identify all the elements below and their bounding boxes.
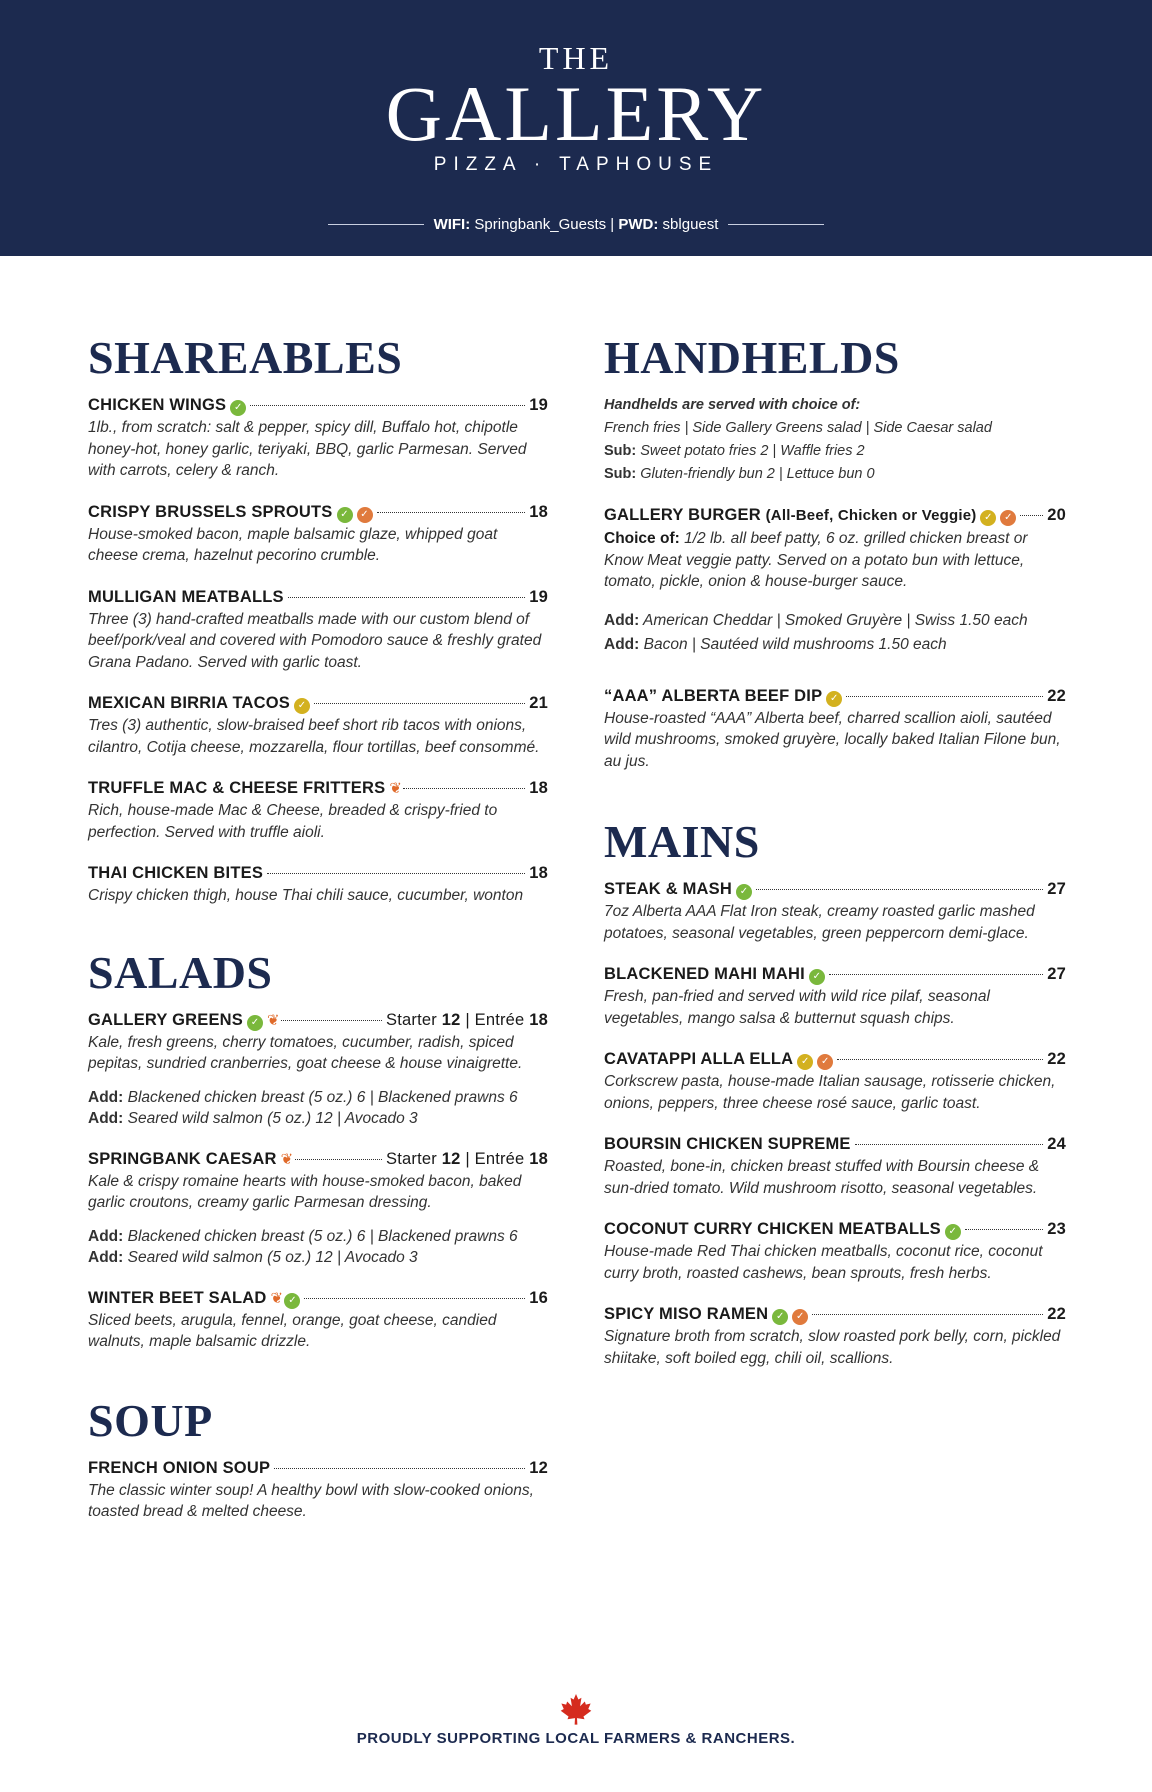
item-price: 24 (1047, 1135, 1066, 1153)
handhelds-intro: Handhelds are served with choice of: French fries | Side Gallery Greens salad | Side Caesar salad Sub: Sweet potato fries 2 | Waffle fries 2 Sub: Gluten-friendly bun 2 | Lettuce bun 0 (604, 397, 992, 482)
item-description: Fresh, pan-fried and served with wild rice pilaf, seasonal vegetables, mango salsa & butternut squash chips. (604, 988, 990, 1027)
menu-item (88, 1009, 548, 1129)
dairy-icon: ✓ (792, 1309, 808, 1325)
item-description: 7oz Alberta AAA Flat Iron steak, creamy roasted garlic mashed potatoes, seasonal vegetables, green peppercorn demi-glace. (604, 903, 1035, 942)
item-name: CRISPY BRUSSELS SPROUTS (88, 502, 333, 521)
menu-item (88, 394, 548, 482)
pwd-value: sblguest (662, 216, 719, 233)
left-column (88, 330, 548, 1542)
menu-item (604, 685, 1066, 773)
menu-item (88, 692, 548, 758)
header-banner (0, 0, 1152, 256)
section-title-salads: SALADS (88, 946, 273, 998)
item-description: Roasted, bone-in, chicken breast stuffed with Boursin cheese & sun-dried tomato. Wild mushroom risotto, seasonal vegetables. (604, 1158, 1040, 1197)
item-addons: Add: Blackened chicken breast (5 oz.) 6 | Blackened prawns 6 Add: Seared wild salmon (5 oz.) 12 | Avocado 3 (88, 1227, 518, 1266)
item-description: The classic winter soup! A healthy bowl with slow-cooked onions, toasted bread & melted cheese. (88, 1481, 534, 1520)
item-price: 20 (1047, 506, 1066, 524)
item-description: Kale & crispy romaine hearts with house-smoked bacon, baked garlic croutons, creamy garlic Parmesan dressing. (88, 1172, 522, 1211)
menu-item (604, 963, 1066, 1029)
vegetarian-icon: ❦ (389, 780, 403, 797)
right-column (604, 330, 1066, 1388)
leader-dots (288, 597, 525, 598)
gluten-free-icon: ✓ (809, 969, 825, 985)
logo-subtitle: PIZZA · TAPHOUSE (433, 154, 719, 175)
gluten-free-icon: ✓ (337, 507, 353, 523)
menu-item (88, 777, 548, 843)
vegetarian-icon: ❦ (280, 1150, 294, 1168)
item-price: 22 (1047, 1050, 1066, 1068)
wifi-label: WIFI: (433, 216, 471, 233)
item-description: Corkscrew pasta, house-made Italian sausage, rotisserie chicken, onions, peppers, three cheese rosé sauce, garlic toast. (604, 1073, 1056, 1112)
item-price: 19 (529, 587, 548, 606)
item-description: House-made Red Thai chicken meatballs, coconut rice, coconut curry broth, roasted cashews, bean sprouts, fresh herbs. (604, 1243, 1043, 1282)
menu-item (604, 504, 1066, 657)
leader-dots (304, 1298, 525, 1299)
leader-dots (250, 405, 525, 406)
leader-dots (756, 889, 1043, 890)
gluten-free-icon: ✓ (247, 1015, 263, 1031)
divider (328, 224, 424, 225)
item-name: FRENCH ONION SOUP (88, 1458, 271, 1477)
gluten-free-icon: ✓ (284, 1293, 300, 1309)
item-name: STEAK & MASH (604, 880, 732, 898)
menu-item (88, 586, 548, 674)
menu-item (604, 878, 1066, 944)
leader-dots (1020, 515, 1043, 516)
vegetarian-icon: ❦ (267, 1011, 280, 1029)
item-addons: Add: American Cheddar | Smoked Gruyère | Swiss 1.50 each Add: Bacon | Sautéed wild mushrooms 1.50 each (604, 611, 1028, 653)
gluten-free-icon: ✓ (230, 400, 246, 416)
item-price: 16 (529, 1288, 548, 1307)
leader-dots (274, 1468, 525, 1469)
menu-item (88, 1457, 548, 1523)
item-price: 22 (1047, 686, 1066, 705)
leader-dots (837, 1059, 1043, 1060)
item-price: 23 (1047, 1220, 1066, 1238)
section-title-mains: MAINS (604, 816, 760, 867)
gluten-free-icon: ✓ (736, 884, 752, 900)
nut-free-icon: ✓ (797, 1054, 813, 1070)
vegetarian-icon: ❦ (270, 1289, 284, 1307)
item-price: 27 (1047, 880, 1066, 898)
item-name: COCONUT CURRY CHICKEN MEATBALLS (604, 1220, 941, 1238)
leader-dots (829, 974, 1043, 975)
item-price: Starter 12 | Entrée 18 (386, 1149, 548, 1168)
item-price: 18 (529, 502, 548, 521)
item-price: 18 (529, 864, 548, 882)
leader-dots (377, 512, 526, 513)
dairy-icon: ✓ (357, 507, 373, 523)
item-name: CAVATAPPI ALLA ELLA (604, 1050, 794, 1068)
nut-free-icon: ✓ (980, 510, 996, 526)
item-price: 19 (529, 396, 548, 414)
nut-free-icon: ✓ (294, 698, 310, 714)
wifi-name: Springbank_Guests (474, 216, 607, 233)
menu-item (88, 1148, 548, 1268)
item-description: Rich, house-made Mac & Cheese, breaded & crispy-fried to perfection. Served with truffle aioli. (88, 802, 498, 841)
menu-item (604, 1133, 1066, 1199)
menu-item (88, 862, 548, 907)
leader-dots (855, 1144, 1044, 1145)
menu-item (88, 501, 548, 567)
item-name: SPICY MISO RAMEN (604, 1305, 769, 1323)
item-description: Sliced beets, arugula, fennel, orange, goat cheese, candied walnuts, maple balsamic drizzle. (88, 1311, 497, 1350)
item-name: BOURSIN CHICKEN SUPREME (604, 1135, 851, 1153)
leader-dots (295, 1159, 382, 1160)
leader-dots (846, 696, 1043, 697)
item-description: House-smoked bacon, maple balsamic glaze, whipped goat cheese crema, hazelnut pecorino crumble. (88, 525, 498, 564)
footer-tagline: PROUDLY SUPPORTING LOCAL FARMERS & RANCHERS. (356, 1730, 796, 1747)
item-name: CHICKEN WINGS (88, 396, 227, 414)
item-price: Starter 12 | Entrée 18 (386, 1010, 548, 1029)
item-price: 27 (1047, 965, 1066, 983)
nut-free-icon: ✓ (826, 691, 842, 707)
menu-item (88, 1287, 548, 1353)
item-price: 18 (529, 779, 548, 797)
item-price: 22 (1047, 1305, 1066, 1323)
item-name: BLACKENED MAHI MAHI (604, 965, 805, 983)
item-name: GALLERY GREENS (88, 1010, 243, 1029)
dairy-icon: ✓ (817, 1054, 833, 1070)
item-name: SPRINGBANK CAESAR (88, 1149, 277, 1168)
item-name: “AAA” ALBERTA BEEF DIP (604, 686, 823, 705)
divider (728, 224, 824, 225)
item-name: GALLERY BURGER (All-Beef, Chicken or Veggie) (604, 506, 977, 524)
footer (0, 1692, 1152, 1747)
item-addons: Add: Blackened chicken breast (5 oz.) 6 | Blackened prawns 6 Add: Seared wild salmon (5 oz.) 12 | Avocado 3 (88, 1088, 518, 1127)
pwd-label: PWD: (618, 216, 659, 233)
item-description: 1lb., from scratch: salt & pepper, spicy dill, Buffalo hot, chipotle honey-hot, honey garlic, teriyaki, BBQ, garlic Parmesan. Served with carrots, celery & ranch. (88, 419, 527, 479)
item-description: Crispy chicken thigh, house Thai chili sauce, cucumber, wonton (88, 887, 524, 904)
leader-dots (812, 1314, 1043, 1315)
maple-leaf-icon (559, 1692, 593, 1726)
item-name: WINTER BEET SALAD (88, 1288, 267, 1307)
item-price: 12 (529, 1458, 548, 1477)
dairy-icon: ✓ (1000, 510, 1016, 526)
item-name: TRUFFLE MAC & CHEESE FRITTERS (88, 779, 386, 797)
item-name: MULLIGAN MEATBALLS (88, 587, 284, 606)
section-title-handhelds: HANDHELDS (604, 332, 900, 383)
item-description: House-roasted “AAA” Alberta beef, charred scallion aioli, sautéed wild mushrooms, smoked gruyère, locally baked Italian Filone bun, au jus. (604, 709, 1061, 770)
leader-dots (965, 1229, 1043, 1230)
item-name: THAI CHICKEN BITES (88, 864, 264, 882)
logo-gallery: GALLERY (385, 70, 767, 157)
gluten-free-icon: ✓ (945, 1224, 961, 1240)
section-title-shareables: SHAREABLES (88, 332, 403, 383)
item-description: Three (3) hand-crafted meatballs made with our custom blend of beef/pork/veal and covered with Pomodoro sauce & freshly grated Grana Padano. Served with garlic toast. (88, 610, 542, 671)
item-description: Signature broth from scratch, slow roasted pork belly, corn, pickled shiitake, soft boiled egg, chili oil, scallions. (604, 1328, 1061, 1367)
section-title-soup: SOUP (88, 1394, 213, 1446)
leader-dots (403, 788, 525, 789)
wifi-info: WIFI: Springbank_Guests | PWD: sblguest (0, 216, 1152, 233)
menu-item (604, 1048, 1066, 1114)
menu-item (604, 1303, 1066, 1369)
item-description: Kale, fresh greens, cherry tomatoes, cucumber, radish, spiced pepitas, sundried cranberries, goat cheese & house vinaigrette. (88, 1033, 523, 1072)
item-price: 21 (529, 694, 548, 712)
leader-dots (314, 703, 525, 704)
gluten-free-icon: ✓ (772, 1309, 788, 1325)
item-name: MEXICAN BIRRIA TACOS (88, 694, 290, 712)
menu-item (604, 1218, 1066, 1284)
item-description: Tres (3) authentic, slow-braised beef short rib tacos with onions, cilantro, Cotija cheese, mozzarella, flour tortillas, beef consommé. (88, 717, 540, 756)
logo-the: THE (538, 40, 614, 76)
leader-dots (281, 1020, 382, 1021)
leader-dots (267, 873, 525, 874)
item-description: Choice of: 1/2 lb. all beef patty, 6 oz. grilled chicken breast or Know Meat veggie patty. Served on a potato bun with lettuce, tomato, pickle, onion & house-burger sauce. (604, 530, 1028, 590)
